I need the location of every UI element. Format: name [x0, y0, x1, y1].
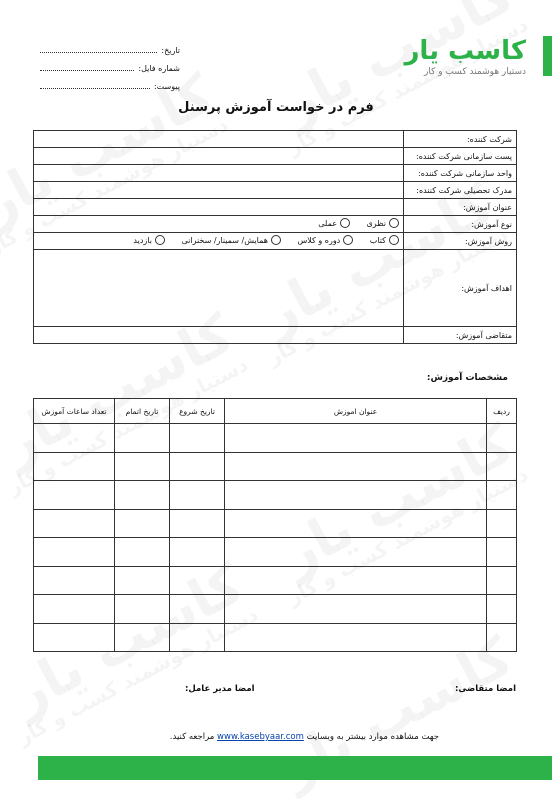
- table-cell[interactable]: [225, 452, 487, 481]
- option-visit[interactable]: [133, 235, 165, 245]
- position-label: پست سازمانی شرکت کننده:: [404, 148, 517, 165]
- attachment-field[interactable]: [40, 73, 180, 91]
- column-header-row-number: ردیف: [487, 399, 517, 424]
- table-cell[interactable]: [170, 566, 225, 595]
- table-cell[interactable]: [487, 623, 517, 652]
- table-cell[interactable]: [170, 623, 225, 652]
- request-form: [33, 130, 517, 344]
- form-row: [34, 233, 517, 250]
- logo: [404, 36, 526, 77]
- manager-signature: امضا مدیر عامل:: [185, 684, 255, 694]
- applicant-label: متقاضی آموزش:: [404, 327, 517, 344]
- website-note-suffix: مراجعه کنید.: [169, 732, 215, 742]
- radio-icon[interactable]: [389, 235, 399, 245]
- table-cell[interactable]: [170, 424, 225, 453]
- unit-label: واحد سازمانی شرکت کننده:: [404, 165, 517, 182]
- column-header-hours: تعداد ساعات آموزش: [34, 399, 115, 424]
- table-cell[interactable]: [34, 595, 115, 624]
- radio-icon[interactable]: [389, 218, 399, 228]
- footer-bar: [38, 756, 552, 780]
- participant-input[interactable]: [34, 131, 404, 148]
- table-cell[interactable]: [34, 538, 115, 567]
- option-label: نظری: [366, 218, 386, 228]
- form-row: [34, 182, 517, 199]
- training-method-options: [34, 233, 404, 250]
- table-row: [34, 424, 517, 453]
- table-cell[interactable]: [487, 481, 517, 510]
- table-header-row: [34, 399, 517, 424]
- column-header-end-date: تاریخ اتمام: [115, 399, 170, 424]
- logo-tagline: دستیار هوشمند کسب و کار: [424, 67, 526, 77]
- date-field[interactable]: [40, 37, 180, 55]
- form-row: [34, 131, 517, 148]
- degree-input[interactable]: [34, 182, 404, 199]
- table-cell[interactable]: [115, 595, 170, 624]
- goals-label: اهداف آموزش:: [404, 250, 517, 327]
- table-cell[interactable]: [115, 424, 170, 453]
- table-cell[interactable]: [170, 509, 225, 538]
- table-row: [34, 566, 517, 595]
- website-note: [170, 732, 439, 742]
- applicant-input[interactable]: [34, 327, 404, 344]
- radio-icon[interactable]: [155, 235, 165, 245]
- table-cell[interactable]: [115, 481, 170, 510]
- table-cell[interactable]: [225, 538, 487, 567]
- form-row: [34, 148, 517, 165]
- table-cell[interactable]: [225, 595, 487, 624]
- training-type-label: نوع آموزش:: [404, 216, 517, 233]
- table-cell[interactable]: [170, 481, 225, 510]
- participant-label: شرکت کننده:: [404, 131, 517, 148]
- table-cell[interactable]: [115, 509, 170, 538]
- table-body: [34, 424, 517, 652]
- form-row: [34, 250, 517, 327]
- unit-input[interactable]: [34, 165, 404, 182]
- table-cell[interactable]: [34, 481, 115, 510]
- form-row: [34, 165, 517, 182]
- table-cell[interactable]: [225, 566, 487, 595]
- option-book[interactable]: [370, 235, 399, 245]
- table-cell[interactable]: [34, 623, 115, 652]
- table-row: [34, 538, 517, 567]
- file-number-field[interactable]: [40, 55, 180, 73]
- table-cell[interactable]: [487, 452, 517, 481]
- training-title-input[interactable]: [34, 199, 404, 216]
- table-row: [34, 595, 517, 624]
- table-cell[interactable]: [115, 566, 170, 595]
- position-input[interactable]: [34, 148, 404, 165]
- radio-icon[interactable]: [340, 218, 350, 228]
- table-cell[interactable]: [115, 538, 170, 567]
- radio-icon[interactable]: [271, 235, 281, 245]
- option-seminar[interactable]: [181, 235, 280, 245]
- table-cell[interactable]: [225, 424, 487, 453]
- goals-input[interactable]: [34, 250, 404, 327]
- option-label: عملی: [318, 218, 337, 228]
- attachment-line: [40, 88, 150, 89]
- option-label: همایش/ سمینار/ سخنرانی: [181, 235, 268, 245]
- form-row: [34, 216, 517, 233]
- form-row: [34, 199, 517, 216]
- form-row: [34, 327, 517, 344]
- file-number-line: [40, 70, 134, 71]
- degree-label: مدرک تحصیلی شرکت کننده:: [404, 182, 517, 199]
- table-cell[interactable]: [170, 595, 225, 624]
- website-link[interactable]: www.kasebyaar.com: [217, 732, 304, 742]
- training-method-label: روش آموزش:: [404, 233, 517, 250]
- table-row: [34, 623, 517, 652]
- brand-bar: [543, 36, 552, 76]
- option-label: کتاب: [369, 235, 386, 245]
- table-row: [34, 481, 517, 510]
- date-label: تاریخ:: [161, 46, 180, 55]
- training-type-options: [34, 216, 404, 233]
- section-title: مشخصات آموزش:: [426, 373, 508, 383]
- logo-name: کاسب یار: [404, 36, 526, 66]
- table-cell[interactable]: [170, 538, 225, 567]
- table-cell[interactable]: [487, 509, 517, 538]
- table-cell[interactable]: [115, 452, 170, 481]
- table-cell[interactable]: [170, 452, 225, 481]
- table-cell[interactable]: [225, 481, 487, 510]
- table-cell[interactable]: [487, 424, 517, 453]
- table-cell[interactable]: [34, 452, 115, 481]
- table-cell[interactable]: [487, 538, 517, 567]
- website-note-prefix: جهت مشاهده موارد بیشتر به وبسایت: [306, 732, 439, 742]
- applicant-signature: امضا متقاضی:: [455, 684, 516, 694]
- form-title: فرم در خواست آموزش پرسنل: [178, 100, 374, 115]
- training-title-label: عنوان آموزش:: [404, 199, 517, 216]
- radio-icon[interactable]: [343, 235, 353, 245]
- column-header-start-date: تاریخ شروع: [170, 399, 225, 424]
- option-label: دوره و کلاس: [297, 235, 341, 245]
- table-row: [34, 509, 517, 538]
- document-meta: [40, 37, 180, 91]
- option-theory[interactable]: [367, 218, 399, 228]
- option-course[interactable]: [297, 235, 353, 245]
- table-cell[interactable]: [487, 566, 517, 595]
- table-row: [34, 452, 517, 481]
- table-cell[interactable]: [225, 509, 487, 538]
- table-cell[interactable]: [34, 424, 115, 453]
- date-line: [40, 52, 157, 53]
- attachment-label: پیوست:: [153, 82, 180, 91]
- table-cell[interactable]: [34, 566, 115, 595]
- table-cell[interactable]: [487, 595, 517, 624]
- table-cell[interactable]: [34, 509, 115, 538]
- table-cell[interactable]: [115, 623, 170, 652]
- file-number-label: شماره فایل:: [138, 64, 180, 73]
- training-table: [33, 398, 517, 652]
- column-header-title: عنوان اموزش: [225, 399, 487, 424]
- option-label: بازدید: [133, 235, 152, 245]
- table-cell[interactable]: [225, 623, 487, 652]
- option-practical[interactable]: [318, 218, 350, 228]
